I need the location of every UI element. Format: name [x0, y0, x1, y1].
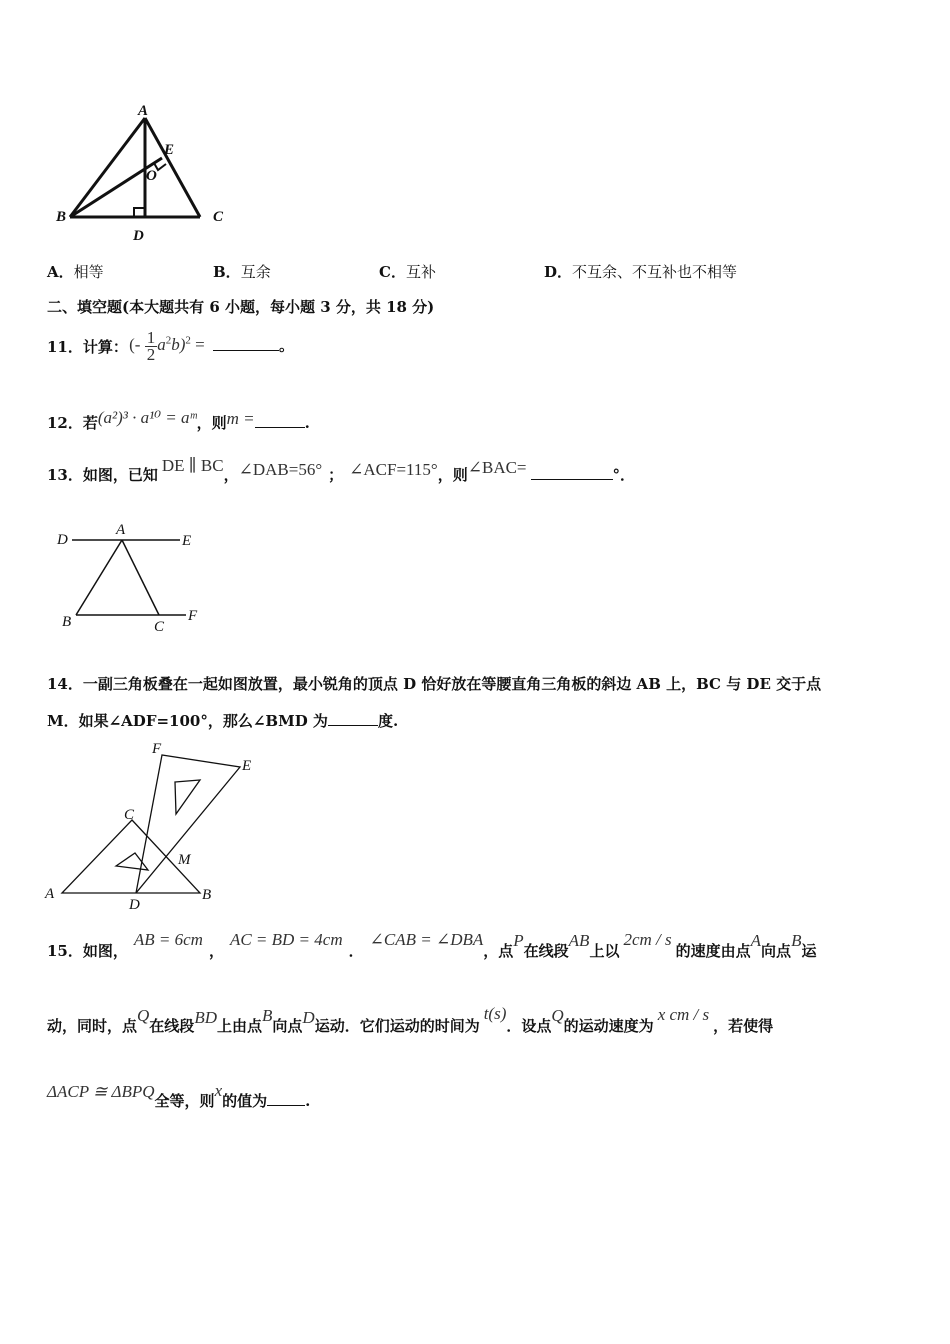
q10-label-d: D	[133, 228, 144, 244]
question-15-line-3: ΔACP ≅ ΔBPQ全等，则x的值为 .	[47, 1081, 311, 1110]
q15-congruence: ΔACP ≅ ΔBPQ	[47, 1082, 155, 1101]
q10-option-a: A．相等	[47, 263, 104, 281]
q14-figure	[42, 740, 267, 915]
q13-side-ab	[76, 540, 122, 615]
q13-label-d: D	[57, 532, 68, 548]
question-15-line-1: 15．如图，AB = 6cm，AC = BD = 4cm．∠CAB = ∠DBA，点P在线段AB上以2cm / s的速度由点A向点B运	[47, 930, 817, 960]
question-13: 13．如图，已知 DE ∥ BC，∠DAB=56° ； ∠ACF=115°，则∠BAC= °．	[47, 456, 636, 484]
q13-label-b: B	[62, 614, 72, 630]
q15-answer-blank[interactable]	[267, 1093, 305, 1106]
q13-side-ac	[122, 540, 159, 615]
q10-label-b: B	[56, 209, 67, 225]
q10-option-b: B．互余	[213, 263, 271, 281]
q11-answer-blank[interactable]	[213, 338, 279, 351]
q13-label-c: C	[154, 619, 165, 635]
q10-option-d: D．不互余、不互补也不相等	[544, 263, 738, 281]
q10-label-a: A	[138, 103, 149, 119]
q13-figure	[52, 520, 212, 635]
q12-answer-blank[interactable]	[255, 415, 305, 428]
q10-triangle-figure	[50, 100, 240, 245]
q14-label-m: M	[178, 852, 191, 868]
q14-label-c: C	[124, 807, 135, 823]
question-14-line-2: M．如果∠ADF=100°，那么∠BMD 为 度.	[47, 712, 399, 730]
q14-label-a: A	[45, 886, 55, 902]
q10-altitude-be	[70, 158, 162, 217]
question-15-line-2: 动，同时，点Q在线段BD上由点B向点D运动．它们运动的时间为t(s)．设点Q的运动速度为x cm / s，若使得	[47, 1004, 774, 1035]
question-12: 12．若(a²)³ · a¹⁰ = aᵐ，则m = .	[47, 408, 310, 432]
section-heading: 二、填空题(本大题共有 6 小题，每小题 3 分，共 18 分)	[47, 298, 435, 316]
q13-label-f: F	[188, 608, 198, 624]
q14-label-e: E	[242, 758, 252, 774]
q10-label-c: C	[213, 209, 224, 225]
q14-30-60-triangle	[136, 755, 240, 893]
q10-label-o: O	[146, 168, 157, 184]
q13-angle-bac: ∠BAC=	[467, 458, 527, 477]
q10-label-e: E	[164, 142, 175, 158]
q13-answer-blank[interactable]	[531, 467, 613, 480]
q10-side-ab	[70, 118, 145, 217]
q14-label-b: B	[202, 887, 212, 903]
q14-label-d: D	[129, 897, 140, 913]
question-14-line-1: 14．一副三角板叠在一起如图放置，最小锐角的顶点 D 恰好放在等腰直角三角板的斜边 AB 上，BC 与 DE 交于点	[47, 675, 822, 693]
q14-answer-blank[interactable]	[328, 713, 378, 726]
q13-angle-acf: ∠ACF=115°	[349, 460, 438, 479]
q10-option-c: C．互补	[379, 263, 436, 281]
q13-parallel: DE ∥ BC	[161, 456, 224, 475]
q13-label-a: A	[116, 522, 126, 538]
q13-label-e: E	[182, 533, 192, 549]
q12-expression: (a²)³ · a¹⁰ = aᵐ	[97, 408, 197, 427]
q14-label-f: F	[152, 741, 162, 757]
question-11: 11．计算： (- $\frac{1}{2}$ $a^2b)^2$ = 。	[47, 328, 294, 364]
q11-expression: (- $\frac{1}{2}$ $a^2b)^2$ =	[129, 328, 205, 364]
q13-angle-dab: ∠DAB=56°	[238, 460, 323, 479]
q14-30-60-inner-hole	[175, 780, 200, 814]
